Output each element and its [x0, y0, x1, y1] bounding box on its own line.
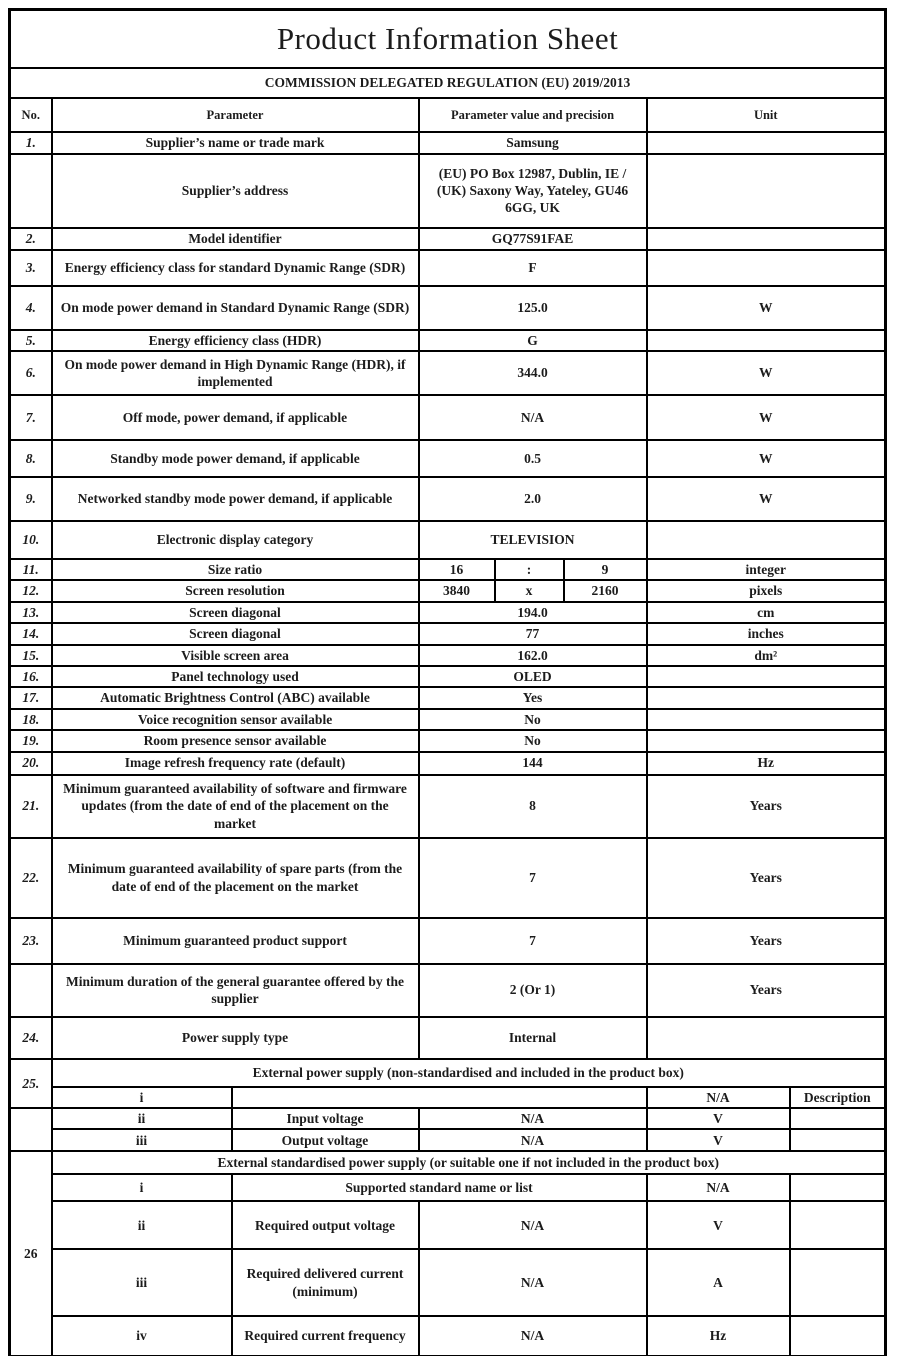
row-screen-resolution: [10, 580, 886, 602]
cell-unit: W: [647, 351, 886, 395]
cell-value: N/A: [419, 1249, 647, 1316]
cell-no: 6.: [10, 351, 52, 395]
cell-no: 22.: [10, 838, 52, 918]
cell-description: [790, 1201, 886, 1249]
cell-parameter: Power supply type: [52, 1017, 419, 1059]
cell-no: 2.: [10, 228, 52, 250]
cell-unit: [647, 154, 886, 228]
cell-value: 194.0: [419, 602, 647, 623]
cell-value: OLED: [419, 666, 647, 687]
cell-parameter: Supplier’s name or trade mark: [52, 132, 419, 154]
regulation-row: [10, 68, 886, 98]
cell-ratio-width: 16: [419, 559, 495, 580]
cell-label: Required output voltage: [232, 1201, 419, 1249]
cell-value: N/A: [419, 1316, 647, 1356]
cell-unit: Years: [647, 775, 886, 838]
cell-unit: [647, 132, 886, 154]
cell-parameter: Automatic Brightness Control (ABC) available: [52, 687, 419, 709]
row-26-i: [10, 1174, 886, 1201]
cell-subindex: ii: [52, 1201, 232, 1249]
row-spare-parts: [10, 838, 886, 918]
cell-no: 5.: [10, 330, 52, 351]
cell-parameter: Electronic display category: [52, 521, 419, 559]
cell-parameter: Networked standby mode power demand, if applicable: [52, 477, 419, 521]
header-no: No.: [10, 98, 52, 132]
cell-parameter: Minimum duration of the general guarantee offered by the supplier: [52, 964, 419, 1017]
cell-unit: W: [647, 440, 886, 477]
regulation-text: COMMISSION DELEGATED REGULATION (EU) 2019/2013: [10, 68, 886, 98]
cell-value: 8: [419, 775, 647, 838]
cell-value: N/A: [419, 1108, 647, 1129]
row-guarantee: [10, 964, 886, 1017]
cell-unit: W: [647, 286, 886, 330]
section-25-header: External power supply (non-standardised and included in the product box): [52, 1059, 886, 1087]
cell-ratio-height: 9: [564, 559, 647, 580]
cell-no: 16.: [10, 666, 52, 687]
cell-unit: Years: [647, 918, 886, 964]
row-26-iii: [10, 1249, 886, 1316]
cell-value: Yes: [419, 687, 647, 709]
cell-no: 23.: [10, 918, 52, 964]
cell-no: 13.: [10, 602, 52, 623]
cell-unit: dm²: [647, 645, 886, 666]
row-26-header: [10, 1151, 886, 1174]
cell-unit: N/A: [647, 1087, 790, 1108]
section-26-header: External standardised power supply (or suitable one if not included in the product box): [52, 1151, 886, 1174]
product-information-table: [8, 8, 887, 1356]
cell-parameter: Screen diagonal: [52, 623, 419, 644]
header-value: Parameter value and precision: [419, 98, 647, 132]
cell-value: 2.0: [419, 477, 647, 521]
row-sdr-power: [10, 286, 886, 330]
cell-description: [790, 1249, 886, 1316]
row-sdr-class: [10, 250, 886, 286]
cell-value: GQ77S91FAE: [419, 228, 647, 250]
row-refresh-rate: [10, 752, 886, 775]
cell-ratio-separator: :: [495, 559, 564, 580]
cell-value: 144: [419, 752, 647, 775]
cell-value: 125.0: [419, 286, 647, 330]
cell-no: 8.: [10, 440, 52, 477]
cell-unit: [647, 228, 886, 250]
cell-value: (EU) PO Box 12987, Dublin, IE / (UK) Saxony Way, Yateley, GU46 6GG, UK: [419, 154, 647, 228]
row-26-iv: [10, 1316, 886, 1356]
cell-unit: cm: [647, 602, 886, 623]
cell-subindex: ii: [52, 1108, 232, 1129]
row-25-iii: [10, 1129, 886, 1151]
cell-unit: Years: [647, 964, 886, 1017]
row-display-category: [10, 521, 886, 559]
cell-parameter: Model identifier: [52, 228, 419, 250]
cell-label: Input voltage: [232, 1108, 419, 1129]
document-title: Product Information Sheet: [10, 10, 886, 68]
cell-no: 15.: [10, 645, 52, 666]
cell-parameter: Screen diagonal: [52, 602, 419, 623]
cell-value: F: [419, 250, 647, 286]
row-psu-type: [10, 1017, 886, 1059]
cell-unit: W: [647, 477, 886, 521]
cell-parameter: On mode power demand in High Dynamic Range (HDR), if implemented: [52, 351, 419, 395]
cell-value: Samsung: [419, 132, 647, 154]
column-header-row: [10, 98, 886, 132]
cell-description: [790, 1108, 886, 1129]
cell-no: [10, 964, 52, 1017]
cell-parameter: Off mode, power demand, if applicable: [52, 395, 419, 440]
cell-no: 18.: [10, 709, 52, 730]
cell-description: [790, 1129, 886, 1151]
cell-no: 10.: [10, 521, 52, 559]
row-25-i: [10, 1087, 886, 1108]
cell-unit: [647, 521, 886, 559]
cell-value: 77: [419, 623, 647, 644]
cell-description: [790, 1174, 886, 1201]
row-presence-sensor: [10, 730, 886, 751]
row-panel-technology: [10, 666, 886, 687]
row-off-mode: [10, 395, 886, 440]
cell-parameter: Screen resolution: [52, 580, 419, 602]
row-hdr-class: [10, 330, 886, 351]
cell-value: 344.0: [419, 351, 647, 395]
row-25-ii: [10, 1108, 886, 1129]
cell-unit: [647, 330, 886, 351]
cell-value: 7: [419, 838, 647, 918]
row-visible-area: [10, 645, 886, 666]
header-unit: Unit: [647, 98, 886, 132]
cell-unit: Years: [647, 838, 886, 918]
row-software-updates: [10, 775, 886, 838]
header-parameter: Parameter: [52, 98, 419, 132]
cell-no: 17.: [10, 687, 52, 709]
cell-label: [232, 1087, 647, 1108]
row-25-header: [10, 1059, 886, 1087]
cell-no: 7.: [10, 395, 52, 440]
cell-parameter: Supplier’s address: [52, 154, 419, 228]
cell-value: No: [419, 709, 647, 730]
cell-unit: Hz: [647, 752, 886, 775]
cell-unit: [647, 709, 886, 730]
cell-subindex: i: [52, 1174, 232, 1201]
cell-parameter: On mode power demand in Standard Dynamic Range (SDR): [52, 286, 419, 330]
cell-unit: N/A: [647, 1174, 790, 1201]
row-abc-available: [10, 687, 886, 709]
cell-value: N/A: [419, 1201, 647, 1249]
cell-label: Output voltage: [232, 1129, 419, 1151]
cell-unit: pixels: [647, 580, 886, 602]
cell-parameter: Size ratio: [52, 559, 419, 580]
cell-unit: integer: [647, 559, 886, 580]
cell-value: Internal: [419, 1017, 647, 1059]
cell-value: N/A: [419, 395, 647, 440]
row-diagonal-cm: [10, 602, 886, 623]
cell-no: 12.: [10, 580, 52, 602]
cell-no: 14.: [10, 623, 52, 644]
cell-parameter: Voice recognition sensor available: [52, 709, 419, 730]
cell-no: 1.: [10, 132, 52, 154]
cell-unit: V: [647, 1201, 790, 1249]
row-26-ii: [10, 1201, 886, 1249]
cell-subindex: i: [52, 1087, 232, 1108]
cell-no: 25.: [10, 1059, 52, 1108]
cell-no: 4.: [10, 286, 52, 330]
cell-parameter: Minimum guaranteed availability of spare parts (from the date of end of the placement on the market: [52, 838, 419, 918]
cell-parameter: Panel technology used: [52, 666, 419, 687]
cell-parameter: Image refresh frequency rate (default): [52, 752, 419, 775]
cell-value: 2 (Or 1): [419, 964, 647, 1017]
cell-value: 7: [419, 918, 647, 964]
cell-unit: V: [647, 1108, 790, 1129]
cell-no: 21.: [10, 775, 52, 838]
cell-parameter: Minimum guaranteed product support: [52, 918, 419, 964]
cell-unit: W: [647, 395, 886, 440]
row-model-identifier: [10, 228, 886, 250]
cell-resolution-height: 2160: [564, 580, 647, 602]
cell-label: Required current frequency: [232, 1316, 419, 1356]
cell-parameter: Energy efficiency class for standard Dynamic Range (SDR): [52, 250, 419, 286]
cell-description: Description: [790, 1087, 886, 1108]
row-hdr-power: [10, 351, 886, 395]
cell-unit: Hz: [647, 1316, 790, 1356]
cell-no: 19.: [10, 730, 52, 751]
cell-unit: [647, 666, 886, 687]
cell-value: N/A: [419, 1129, 647, 1151]
cell-no: 24.: [10, 1017, 52, 1059]
cell-unit: [647, 1017, 886, 1059]
cell-unit: V: [647, 1129, 790, 1151]
cell-no: [10, 154, 52, 228]
cell-value: 0.5: [419, 440, 647, 477]
row-voice-sensor: [10, 709, 886, 730]
row-networked-standby: [10, 477, 886, 521]
cell-parameter: Standby mode power demand, if applicable: [52, 440, 419, 477]
cell-unit: [647, 250, 886, 286]
cell-no: [10, 1108, 52, 1151]
cell-unit: [647, 730, 886, 751]
row-size-ratio: [10, 559, 886, 580]
cell-no: 26: [10, 1151, 52, 1356]
row-supplier-address: [10, 154, 886, 228]
cell-value: G: [419, 330, 647, 351]
cell-no: 3.: [10, 250, 52, 286]
cell-label: Supported standard name or list: [232, 1174, 647, 1201]
cell-value: No: [419, 730, 647, 751]
document-title-row: [10, 10, 886, 68]
cell-description: [790, 1316, 886, 1356]
cell-subindex: iv: [52, 1316, 232, 1356]
cell-value: 162.0: [419, 645, 647, 666]
cell-subindex: iii: [52, 1249, 232, 1316]
cell-no: 9.: [10, 477, 52, 521]
cell-parameter: Visible screen area: [52, 645, 419, 666]
cell-resolution-separator: x: [495, 580, 564, 602]
cell-no: 11.: [10, 559, 52, 580]
cell-parameter: Minimum guaranteed availability of software and firmware updates (from the date of end of the placement on the market: [52, 775, 419, 838]
cell-value: TELEVISION: [419, 521, 647, 559]
cell-label: Required delivered current (minimum): [232, 1249, 419, 1316]
cell-no: 20.: [10, 752, 52, 775]
cell-unit: A: [647, 1249, 790, 1316]
row-diagonal-inches: [10, 623, 886, 644]
cell-parameter: Energy efficiency class (HDR): [52, 330, 419, 351]
row-standby: [10, 440, 886, 477]
cell-unit: inches: [647, 623, 886, 644]
cell-resolution-width: 3840: [419, 580, 495, 602]
cell-subindex: iii: [52, 1129, 232, 1151]
cell-parameter: Room presence sensor available: [52, 730, 419, 751]
row-product-support: [10, 918, 886, 964]
row-supplier-name: [10, 132, 886, 154]
cell-unit: [647, 687, 886, 709]
